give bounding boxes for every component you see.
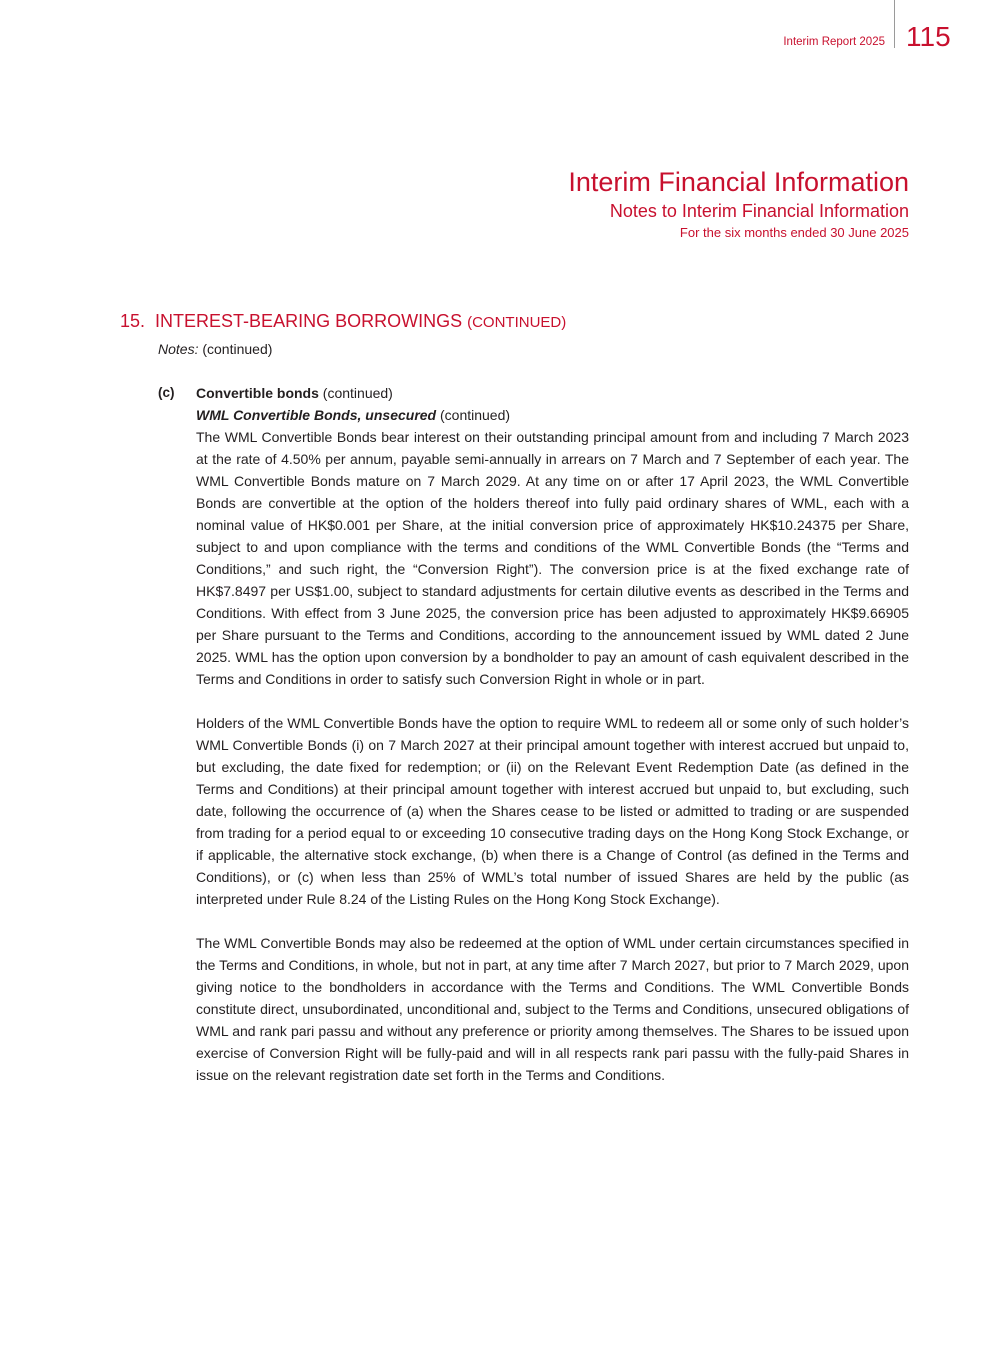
paragraph: Holders of the WML Convertible Bonds have the option to require WML to redeem all or some only of such holder’s WML Convertible Bonds (i) on 7 March 2027 at their principal amount together with interest accrued but unpaid to, but excluding, the date fixed for redemption; or (ii) on the Relevant Event Redemption Date (as defined in the Terms and Conditions) at their principal amount together with interest accrued but unpaid to, but excluding, such date, following the occurrence of (a) when the Shares cease to be listed or admitted to trading or are suspended from trading for a period equal to or exceeding 10 consecutive trading days on the Hong Kong Stock Exchange, or if applicable, the alternative stock exchange, (b) when there is a Change of Control (as defined in the Terms and Conditions), or (c) when less than 25% of WML’s total number of issued Shares are held by the public (as interpreted under Rule 8.24 of the Listing Rules on the Hong Kong Stock Exchange). <box>196 715 909 907</box>
report-name: Interim Report 2025 <box>783 36 885 48</box>
paragraph: The WML Convertible Bonds may also be redeemed at the option of WML under certain circumstances specified in the Terms and Conditions, in whole, but not in part, at any time after 7 March 2027, but prior to 7 March 2029, upon giving notice to the bondholders in accordance with the Terms and Conditions. The WML Convertible Bonds constitute direct, unsubordinated, unconditional and, subject to the Terms and Conditions, unsecured obligations of WML and rank pari passu and without any preference or priority among themselves. The Shares to be issued upon exercise of Conversion Right will be fully-paid and will in all respects rank pari passu with the fully-paid Shares in issue on the relevant registration date set forth in the Terms and Conditions. <box>196 935 909 1083</box>
page-title: Interim Financial Information <box>568 167 909 197</box>
paragraph: The WML Convertible Bonds bear interest on their outstanding principal amount from and including 7 March 2023 at the rate of 4.50% per annum, payable semi-annually in arrears on 7 March and 7 September of each year. The WML Convertible Bonds mature on 7 March 2029. At any time on or after 17 April 2023, the WML Convertible Bonds are convertible at the option of the holders thereof into fully paid ordinary shares of WML, each with a nominal value of HK$0.001 per Share, at the initial conversion price of approximately HK$10.24375 per Share, subject to and upon compliance with the terms and conditions of the WML Convertible Bonds (the “Terms and Conditions,” and such right, the “Conversion Right”). The conversion price is at the fixed exchange rate of HK$7.8497 per US$1.00, subject to standard adjustments for certain dilutive events as described in the Terms and Conditions. With effect from 3 June 2025, the conversion price has been adjusted to approximately HK$9.66905 per Share pursuant to the Terms and Conditions, according to the announcement issued by WML dated 2 June 2025. WML has the option upon conversion by a bondholder to pay an amount of cash equivalent described in the Terms and Conditions in order to satisfy such Conversion Right in whole or in part. <box>196 429 909 687</box>
item-subheading <box>196 404 909 426</box>
section-number: 15. <box>120 311 146 331</box>
reporting-period: For the six months ended 30 June 2025 <box>679 225 909 240</box>
page-subtitle: Notes to Interim Financial Information <box>609 201 909 221</box>
title-block <box>568 165 909 243</box>
item-subheading-text: WML Convertible Bonds, unsecured <box>196 407 437 423</box>
notes-line <box>158 341 272 357</box>
header-divider <box>894 0 895 48</box>
note-content <box>196 382 909 1086</box>
section-title: INTEREST-BEARING BORROWINGS <box>155 311 463 331</box>
item-heading-continued: (continued) <box>322 385 393 401</box>
item-heading <box>196 382 909 404</box>
page-number: 115 <box>906 21 951 52</box>
item-subheading-continued: (continued) <box>440 407 511 423</box>
notes-continued: (continued) <box>202 341 273 357</box>
item-heading-text: Convertible bonds <box>196 385 319 401</box>
section-heading <box>120 311 566 332</box>
section-continued: (CONTINUED) <box>467 314 567 331</box>
item-label: (c) <box>158 385 175 400</box>
notes-label: Notes: <box>158 341 199 357</box>
